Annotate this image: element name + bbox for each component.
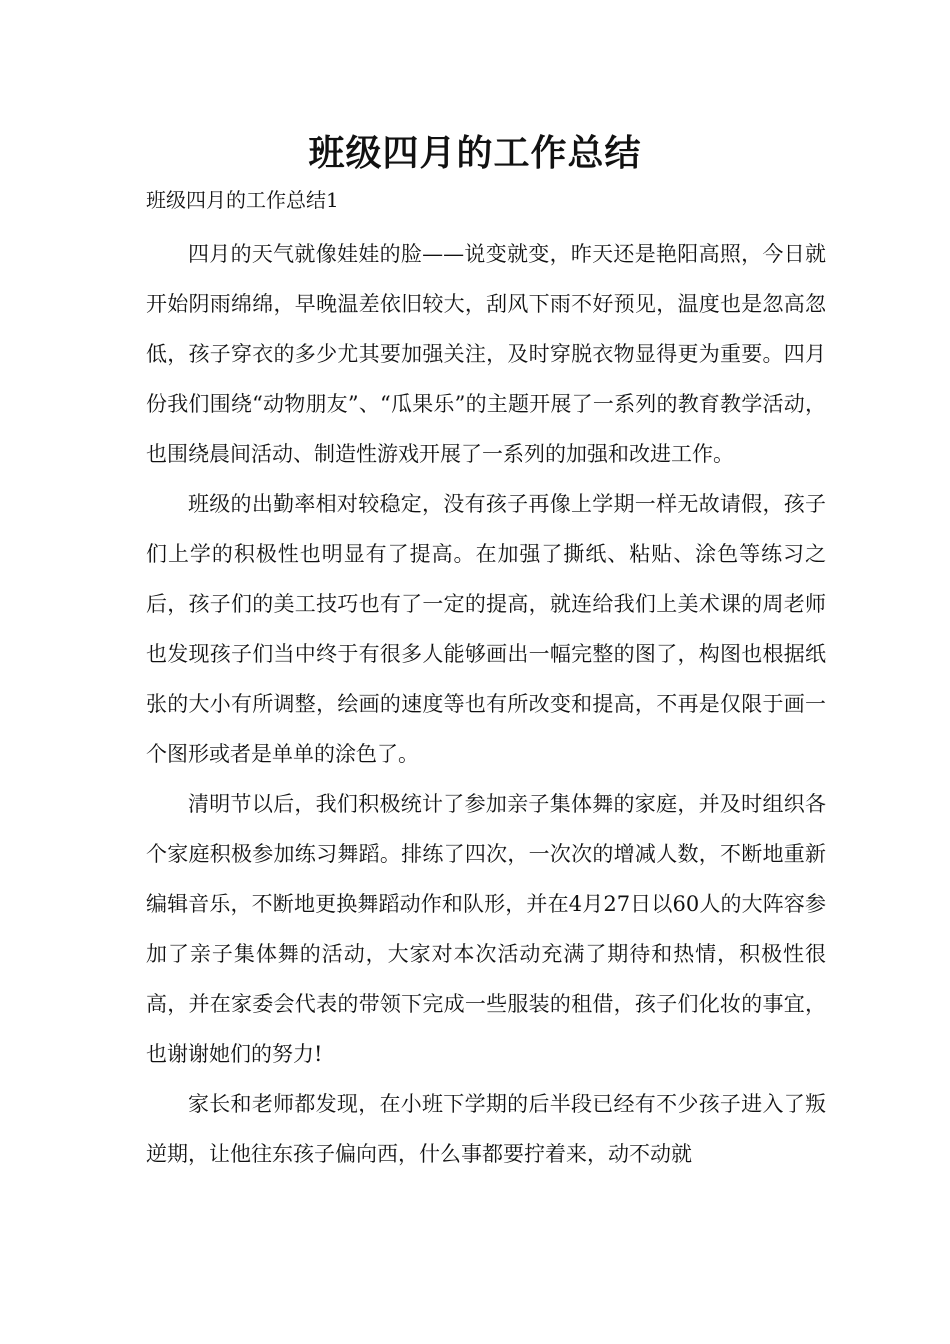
paragraph-weather: 四月的天气就像娃娃的脸——说变就变，昨天还是艳阳高照，今日就开始阴雨绵绵，早晚温差依旧较大，刮风下雨不好预见，温度也是忽高忽低，孩子穿衣的多少尤其要加强关注，及时穿脱衣物显得更为重要。四月份我们围绕“动物朋友”、“瓜果乐”的主题开展了一系列的教育教学活动，也围绕晨间活动、制造性游戏开展了一系列的加强和改进工作。 [146,242,826,466]
paragraph-attendance: 班级的出勤率相对较稳定，没有孩子再像上学期一样无故请假，孩子们上学的积极性也明显有了提高。在加强了撕纸、粘贴、涂色等练习之后，孩子们的美工技巧也有了一定的提高，就连给我们上美术课的周老师也发现孩子们当中终于有很多人能够画出一幅完整的图了，构图也根据纸张的大小有所调整，绘画的速度等也有所改变和提高，不再是仅限于画一个图形或者是单单的涂色了。 [146,492,826,766]
document-title: 班级四月的工作总结 [308,133,642,174]
document-body [146,229,826,1179]
paragraph-dance: 清明节以后，我们积极统计了参加亲子集体舞的家庭，并及时组织各个家庭积极参加练习舞蹈。排练了四次，一次次的增减人数，不断地重新编辑音乐，不断地更换舞蹈动作和队形，并在4月27日以60人的大阵容参加了亲子集体舞的活动，大家对本次活动充满了期待和热情，积极性很高，并在家委会代表的带领下完成一些服装的租借，孩子们化妆的事宜，也谢谢她们的努力! [146,792,826,1066]
document-subtitle: 班级四月的工作总结1 [146,188,339,212]
paragraph-rebellious: 家长和老师都发现，在小班下学期的后半段已经有不少孩子进入了叛逆期，让他往东孩子偏向西，什么事都要拧着来，动不动就 [146,1092,826,1166]
